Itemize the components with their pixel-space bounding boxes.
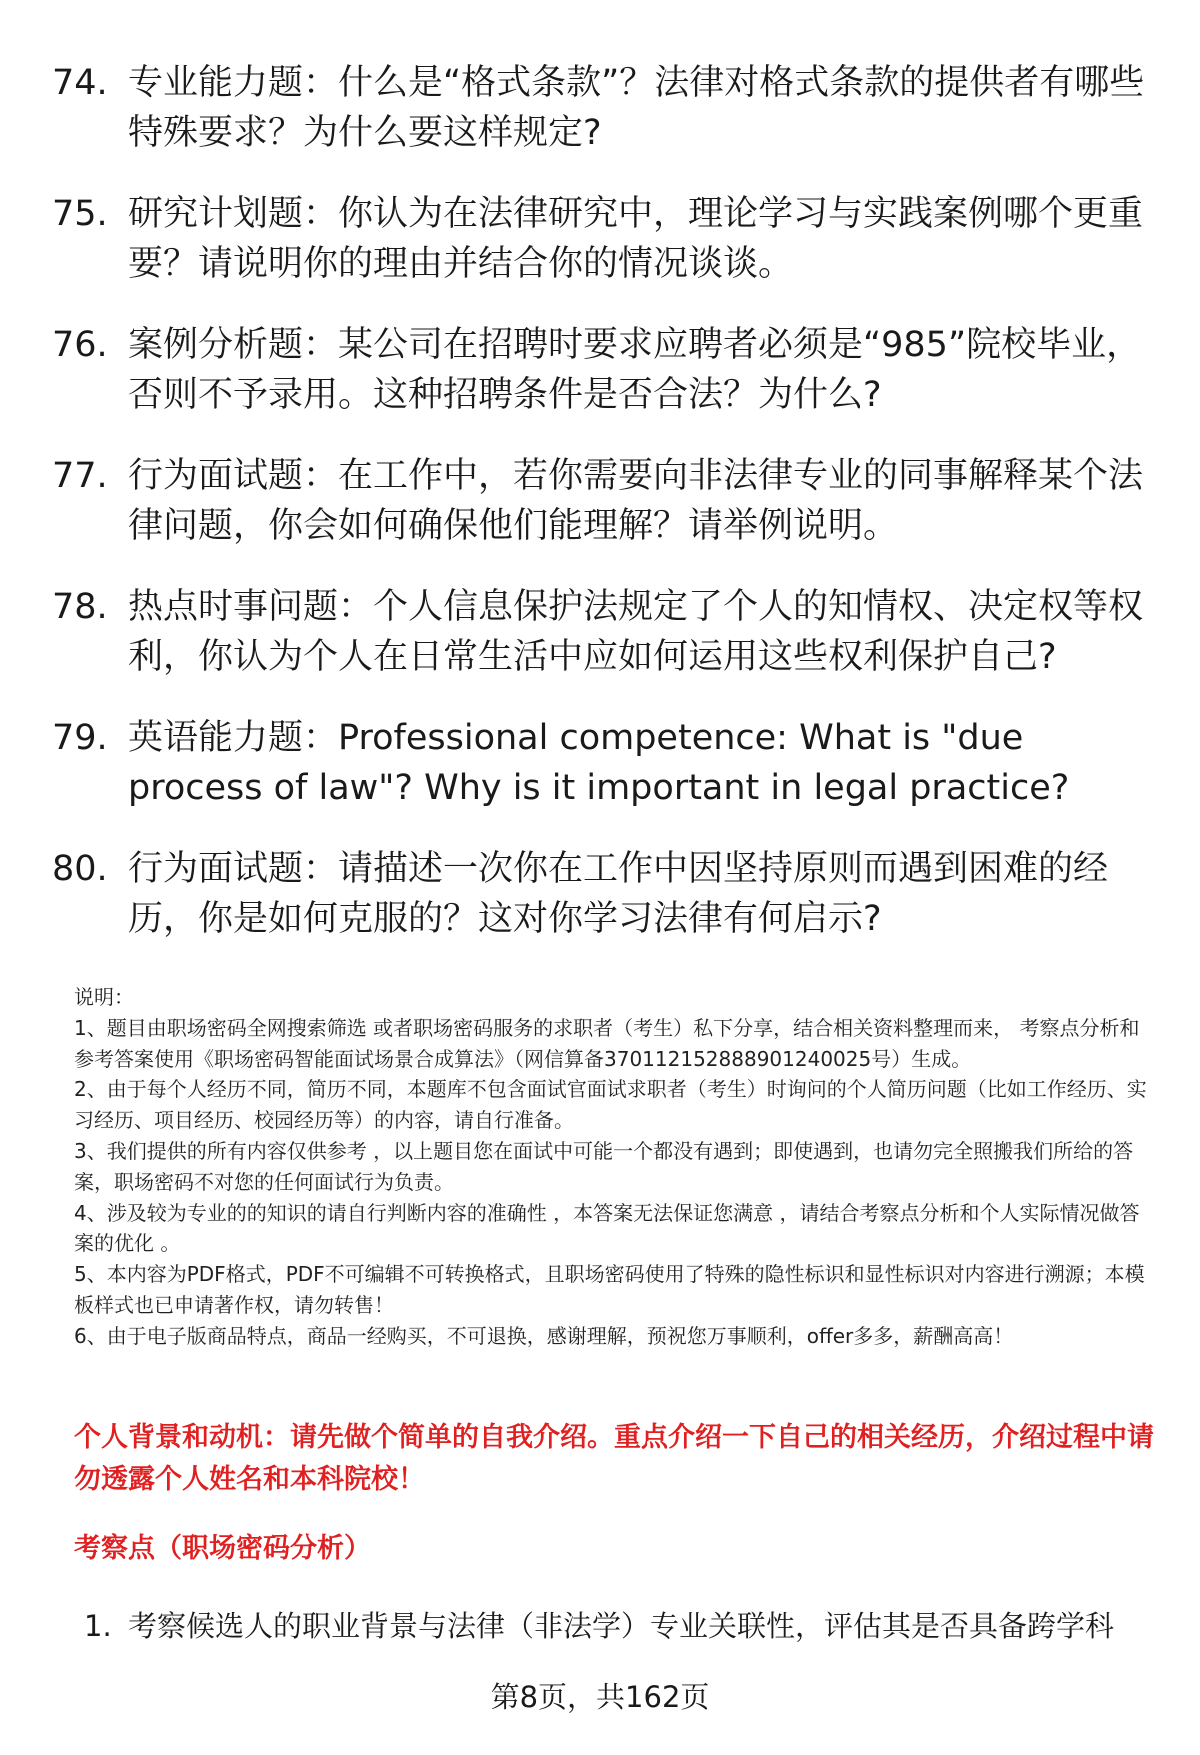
question-text: 行为面试题：请描述一次你在工作中因坚持原则而遇到困难的经历，你是如何克服的？这对你学习法律有何启示? <box>128 849 1109 939</box>
question-item <box>52 713 1152 813</box>
question-number: 77. <box>52 456 108 496</box>
notes-section <box>74 982 1154 1352</box>
note-item: 4、涉及较为专业的的知识的请自行判断内容的准确性 ，本答案无法保证您满意 ，请结合考察点分析和个人实际情况做答案的优化 。 <box>74 1200 1140 1256</box>
question-item <box>52 189 1152 289</box>
note-item: 3、我们提供的所有内容仅供参考 ，以上题目您在面试中可能一个都没有遇到；即使遇到，也请勿完全照搬我们所给的答案，职场密码不对您的任何面试行为负责。 <box>74 1138 1134 1194</box>
question-number: 79. <box>52 718 108 758</box>
question-text: 研究计划题：你认为在法律研究中，理论学习与实践案例哪个更重要？请说明你的理由并结合你的情况谈谈。 <box>128 194 1144 284</box>
analysis-point-number: 1. <box>84 1609 112 1643</box>
page-footer: 第8页，共162页 <box>490 1680 710 1714</box>
question-text: 案例分析题：某公司在招聘时要求应聘者必须是“985”院校毕业，否则不予录用。这种招聘条件是否合法？为什么? <box>128 325 1142 415</box>
notes-heading: 说明： <box>74 985 134 1009</box>
question-number: 74. <box>52 63 108 103</box>
note-item: 2、由于每个人经历不同，简历不同，本题库不包含面试官面试求职者（考生）时询问的个人简历问题（比如工作经历、实习经历、项目经历、校园经历等）的内容，请自行准备。 <box>74 1077 1147 1133</box>
question-text: 行为面试题：在工作中，若你需要向非法律专业的同事解释某个法律问题，你会如何确保他们能理解？请举例说明。 <box>128 456 1144 546</box>
question-number: 75. <box>52 194 108 234</box>
analysis-point-text: 考察候选人的职业背景与法律（非法学）专业关联性，评估其是否具备跨学科 <box>128 1609 1115 1643</box>
question-item <box>52 451 1152 551</box>
note-item: 6、由于电子版商品特点，商品一经购买，不可退换，感谢理解，预祝您万事顺利，offer多多，薪酬高高！ <box>74 1323 1014 1348</box>
question-item <box>52 58 1152 158</box>
question-item <box>52 582 1152 682</box>
question-number: 76. <box>52 325 108 365</box>
question-list <box>52 58 1152 975</box>
analysis-point <box>84 1604 1164 1648</box>
question-number: 80. <box>52 849 108 889</box>
question-number: 78. <box>52 587 108 627</box>
note-item: 5、本内容为PDF格式，PDF不可编辑不可转换格式，且职场密码使用了特殊的隐性标识和显性标识对内容进行溯源；本模板样式也已申请著作权，请勿转售！ <box>74 1262 1145 1317</box>
question-text: 专业能力题：什么是“格式条款”？法律对格式条款的提供者有哪些特殊要求？为什么要这样规定? <box>128 63 1145 153</box>
note-item: 1、题目由职场密码全网搜索筛选 或者职场密码服务的求职者（考生）私下分享，结合相关资料整理而来， 考察点分析和参考答案使用《职场密码智能面试场景合成算法》（网信算备370112152888901240025号）生成。 <box>74 1015 1140 1071</box>
analysis-heading: 考察点（职场密码分析） <box>74 1533 371 1564</box>
question-item <box>52 320 1152 420</box>
question-item <box>52 844 1152 944</box>
question-text: 英语能力题：Professional competence: What is "due process of law"? Why is it important in legal practice? <box>128 718 1070 808</box>
highlight-question: 个人背景和动机：请先做个简单的自我介绍。重点介绍一下自己的相关经历，介绍过程中请勿透露个人姓名和本科院校！ <box>74 1422 1154 1495</box>
question-text: 热点时事问题：个人信息保护法规定了个人的知情权、决定权等权利，你认为个人在日常生活中应如何运用这些权利保护自己? <box>128 587 1144 677</box>
